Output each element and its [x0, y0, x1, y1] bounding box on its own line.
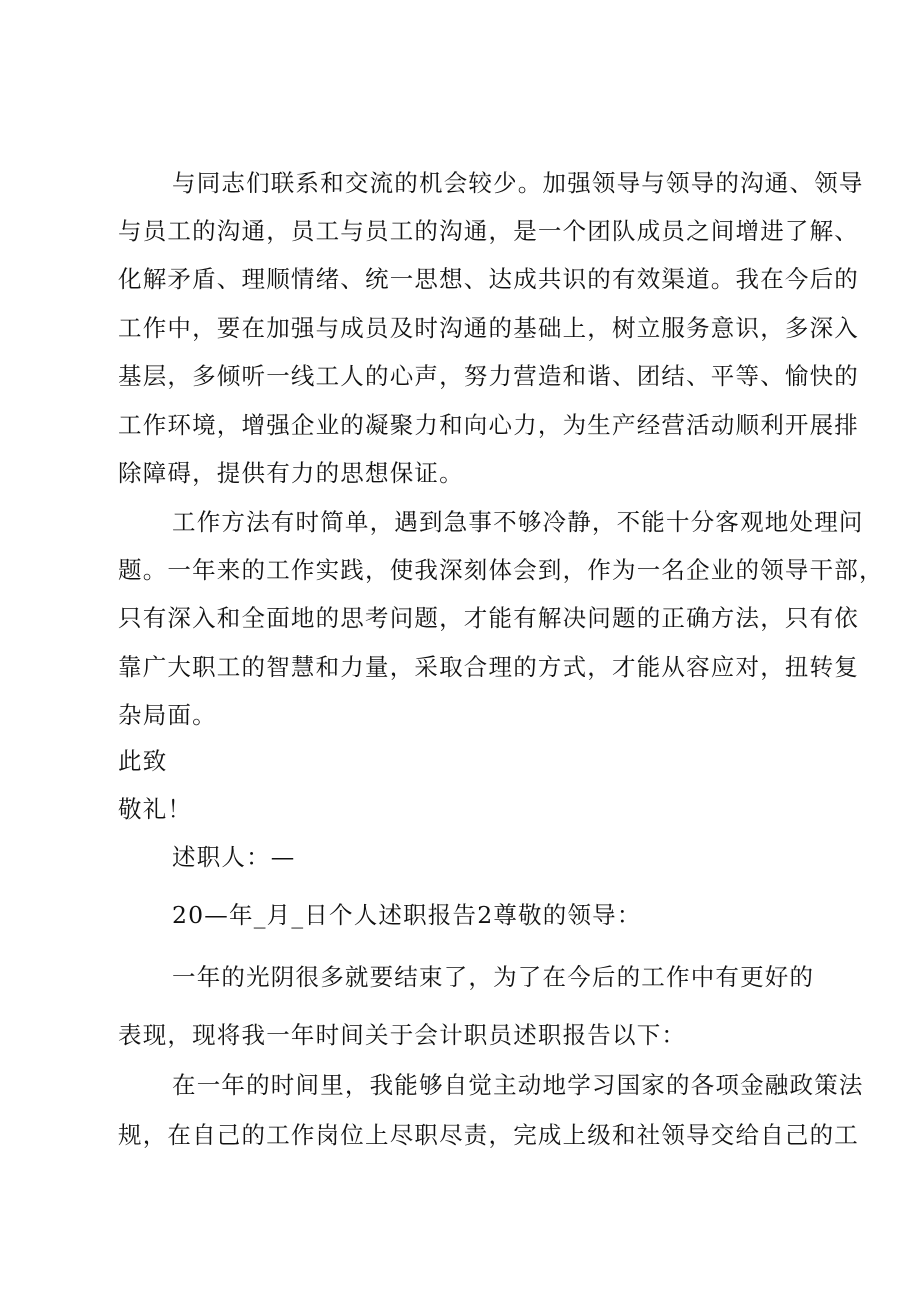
closing-salutation: 此致	[118, 747, 168, 775]
paragraph-1-line-2: 与员工的沟通，员工与员工的沟通，是一个团队成员之间增进了解、	[118, 217, 859, 245]
paragraph-1-line-3: 化解矛盾、理顺情绪、统一思想、达成共识的有效渠道。我在今后的	[118, 265, 859, 293]
signer-line: 述职人：—	[172, 843, 296, 871]
date-title-line: 20—年_月_日个人述职报告2尊敬的领导：	[172, 901, 642, 929]
paragraph-3-line-2: 规，在自己的工作岗位上尽职尽责，完成上级和社领导交给自己的工	[118, 1121, 859, 1149]
paragraph-2-line-5: 杂局面。	[118, 701, 217, 729]
paragraph-1-line-6: 工作环境，增强企业的凝聚力和向心力，为生产经营活动顺利开展排	[118, 411, 859, 439]
paragraph-2-line-4: 靠广大职工的智慧和力量，采取合理的方式，才能从容应对，扭转复	[118, 653, 859, 681]
paragraph-1-line-1: 与同志们联系和交流的机会较少。加强领导与领导的沟通、领导	[172, 169, 864, 197]
paragraph-2-line-2: 题。一年来的工作实践，使我深刻体会到，作为一名企业的领导干部，	[118, 556, 884, 584]
paragraph-3-line-1: 在一年的时间里，我能够自觉主动地学习国家的各项金融政策法	[172, 1071, 864, 1099]
intro-line-2: 表现，现将我一年时间关于会计职员述职报告以下：	[118, 1021, 687, 1049]
paragraph-1-line-7: 除障碍，提供有力的思想保证。	[118, 459, 464, 487]
paragraph-1-line-5: 基层，多倾听一线工人的心声，努力营造和谐、团结、平等、愉快的	[118, 362, 859, 390]
paragraph-2-line-1: 工作方法有时简单，遇到急事不够冷静，不能十分客观地处理问	[172, 508, 864, 536]
intro-line-1: 一年的光阴很多就要结束了，为了在今后的工作中有更好的	[172, 963, 815, 991]
paragraph-1-line-4: 工作中，要在加强与成员及时沟通的基础上，树立服务意识，多深入	[118, 314, 859, 342]
closing-regards: 敬礼！	[118, 795, 193, 823]
paragraph-2-line-3: 只有深入和全面地的思考问题，才能有解决问题的正确方法，只有依	[118, 604, 859, 632]
